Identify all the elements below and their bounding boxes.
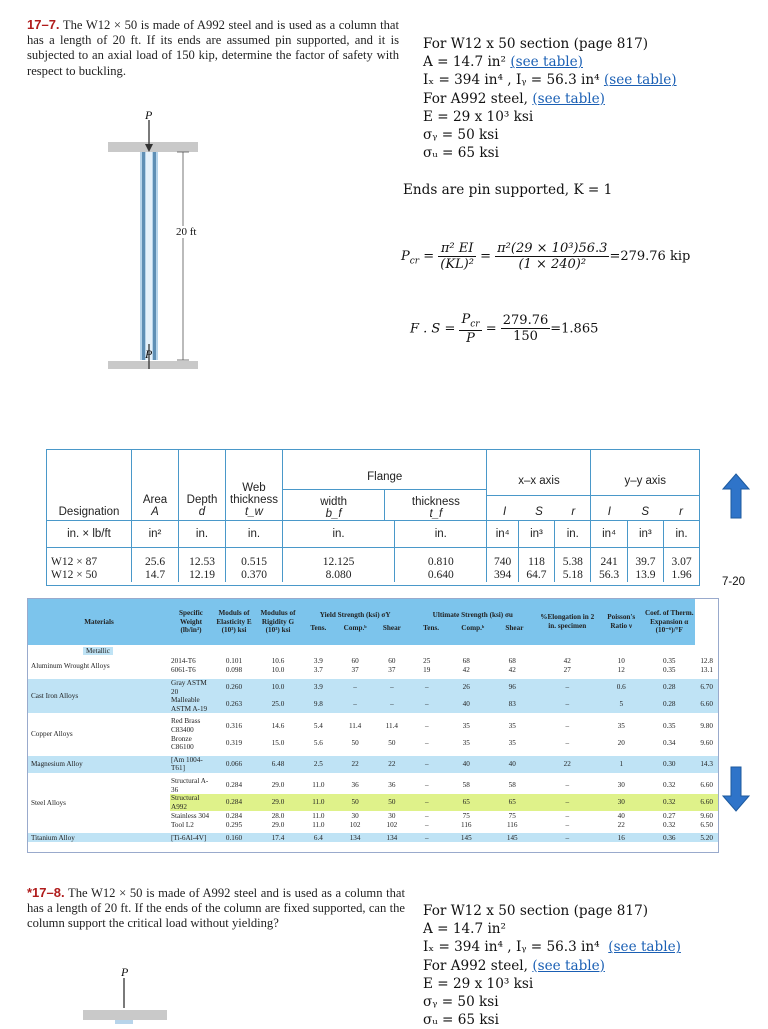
modulus-line: E = 29 x 10³ ksi <box>423 975 534 992</box>
table-cell: 12 <box>617 666 625 675</box>
table-cell: 19 <box>423 666 431 675</box>
table-cell: 27 <box>563 666 571 675</box>
table-cell: 36 <box>388 781 396 790</box>
table-cell: 102 <box>349 820 361 829</box>
problem-statement: The W12 × 50 is made of A992 steel and is used as a column that has a length of 20 ft. If the ends of the column are fixed supported, can the column support the critical load without yielding? <box>27 886 406 931</box>
table-cell: 11.4 <box>385 721 399 730</box>
table-cell: – <box>565 721 570 730</box>
load-label-bottom: P <box>145 347 153 361</box>
table-row <box>28 777 718 794</box>
table-cell: 0.34 <box>662 738 676 747</box>
material-group: Aluminum Wrought Alloys <box>31 661 110 670</box>
table-cell: 9.8 <box>313 700 323 709</box>
table-cell: 10 <box>617 657 625 666</box>
table-cell: 0.263 <box>225 700 243 709</box>
table-cell: 6.60 <box>695 794 718 811</box>
table-cell: 0.32 <box>662 820 676 829</box>
column-figure <box>70 978 170 1024</box>
table-cell: 16 <box>617 833 625 842</box>
yield-line: σᵧ = 50 ksi <box>423 127 499 144</box>
table-cell: 134 <box>386 833 398 842</box>
ultimate-line: σᵤ = 65 ksi <box>423 145 499 162</box>
table-cell: – <box>424 811 429 820</box>
table-cell: 30 <box>388 811 396 820</box>
table-row: W12 × 87 W12 × 50 25.6 14.7 12.53 12.19 0.515 0.370 12.125 8.080 0.810 0.640 740 394 118 64.7 5.38 5.18 241 56.3 39.7 13.9 3.07 1.96 <box>47 548 699 583</box>
material-group: Titanium Alloy <box>31 833 75 842</box>
ultimate-line: σᵤ = 65 ksi <box>423 1012 499 1029</box>
table-cell: 3.9 <box>313 657 323 666</box>
table-cell: 35 <box>617 721 625 730</box>
table-cell: 102 <box>386 820 398 829</box>
see-table-link[interactable]: (see table) <box>532 90 605 107</box>
table-cell: 0.316 <box>225 721 243 730</box>
table-cell: 11.0 <box>312 820 325 829</box>
table-cell: 116 <box>506 820 518 829</box>
table-cell: – <box>424 781 429 790</box>
table-cell: 10.0 <box>271 683 285 692</box>
material-group: Copper Alloys <box>31 730 73 739</box>
flange-header: Flange width b_f thickness t_f <box>283 450 487 521</box>
see-table-link[interactable]: (see table) <box>510 54 583 71</box>
table-cell: 40 <box>508 760 516 769</box>
table-cell: 11.0 <box>300 794 337 811</box>
table-cell: 35 <box>508 721 516 730</box>
table-cell: – <box>353 700 357 709</box>
table-cell: 9.80 <box>700 721 713 730</box>
table-cell: 6.50 <box>700 820 713 829</box>
table-cell: 0.6 <box>616 683 626 692</box>
yy-axis-header: y–y axis I S r <box>591 450 699 521</box>
table-cell: 25.0 <box>271 700 285 709</box>
table-cell: 11.0 <box>312 811 325 820</box>
see-table-link[interactable]: (see table) <box>532 957 605 974</box>
table-cell: 30 <box>617 781 625 790</box>
table-cell: 5 <box>619 700 624 709</box>
table-cell: 42 <box>462 666 470 675</box>
table-cell: 0.160 <box>225 833 243 842</box>
table-cell: 0.36 <box>662 833 676 842</box>
table-cell: 50 <box>337 794 374 811</box>
table-cell: 35 <box>462 738 470 747</box>
yield-line: σᵧ = 50 ksi <box>423 994 499 1011</box>
table-cell: 83 <box>508 700 516 709</box>
table-cell: 0.30 <box>662 760 676 769</box>
table-cell: 20 <box>617 738 625 747</box>
table-cell: 0.35 <box>662 657 676 666</box>
table-cell: 14.3 <box>700 760 713 769</box>
table-cell: 0.066 <box>225 760 243 769</box>
see-table-link[interactable]: (see table) <box>608 939 681 956</box>
table-cell: 145 <box>506 833 518 842</box>
material-name: Stainless 304 <box>171 811 210 820</box>
area-header: Area A <box>132 450 179 521</box>
table-cell: 0.319 <box>225 738 243 747</box>
length-dimension-label: 20 ft <box>176 226 197 238</box>
table-cell: – <box>424 683 429 692</box>
table-cell: – <box>390 683 394 692</box>
solution-17-8 <box>423 902 763 1029</box>
table-cell: 0.32 <box>643 794 695 811</box>
xx-axis-header: x–x axis I S r <box>487 450 591 521</box>
arrow-up-icon[interactable] <box>722 473 750 519</box>
table-cell: – <box>565 700 570 709</box>
table-cell: 22 <box>388 760 396 769</box>
table-cell: 12.8 <box>700 657 713 666</box>
table-cell: 29.0 <box>271 781 285 790</box>
table-cell: 5.20 <box>700 833 713 842</box>
table-cell: 0.284 <box>225 781 243 790</box>
table-cell: 75 <box>508 811 516 820</box>
table-cell: 11.0 <box>312 781 325 790</box>
table-cell: 6.60 <box>700 700 713 709</box>
material-group: Cast Iron Alloys <box>31 691 79 700</box>
table-cell: 9.60 <box>700 738 713 747</box>
table-cell: 42 <box>508 666 516 675</box>
modulus-line: E = 29 x 10³ ksi <box>423 108 534 125</box>
table-cell: 17.4 <box>271 833 285 842</box>
table-cell: – <box>565 683 570 692</box>
table-cell: 50 <box>388 738 396 747</box>
table-cell: 0.284 <box>212 794 256 811</box>
problem-17-8-text <box>27 885 405 932</box>
table-cell: 36 <box>351 781 359 790</box>
table-cell: 0.28 <box>662 700 676 709</box>
material-name: [Ti-6Al-4V] <box>171 833 207 842</box>
material-name: 2014-T6 <box>171 657 196 666</box>
table-cell: 0.295 <box>225 820 243 829</box>
material-name: Gray ASTM 20 <box>171 679 207 696</box>
table-cell: 37 <box>388 666 396 675</box>
table-cell: – <box>424 760 429 769</box>
table-cell: – <box>424 700 429 709</box>
table-cell: 58 <box>508 781 516 790</box>
table-cell: – <box>424 833 429 842</box>
table-cell: 22 <box>563 760 571 769</box>
table-cell: 6.70 <box>700 683 713 692</box>
material-name: Bronze C86100 <box>171 734 194 752</box>
column-figure <box>95 104 215 369</box>
w-shape-properties-table <box>46 449 700 586</box>
table-cell: 6.48 <box>271 760 285 769</box>
table-cell: 65 <box>443 794 489 811</box>
table-cell: 35 <box>462 721 470 730</box>
arrow-down-icon[interactable] <box>722 766 750 812</box>
table-cell: 9.60 <box>700 811 713 820</box>
area-line: A = 14.7 in² <box>423 921 506 938</box>
area-line: A = 14.7 in² (see table) <box>423 54 583 71</box>
table-cell: 30 <box>599 794 643 811</box>
table-cell: 15.0 <box>271 738 285 747</box>
depth-header: Depth d <box>179 450 226 521</box>
ends-line: Ends are pin supported, K = 1 <box>403 182 613 198</box>
table-cell: 50 <box>373 794 410 811</box>
table-cell: 42 <box>563 657 571 666</box>
table-cell: 3.7 <box>313 666 323 675</box>
section-line: For W12 x 50 section (page 817) <box>423 36 649 52</box>
table-row <box>28 756 718 773</box>
table-cell: – <box>565 833 570 842</box>
table-cell: 10.6 <box>271 657 285 666</box>
table-cell: 0.28 <box>662 683 676 692</box>
table-cell: 40 <box>462 760 470 769</box>
table-cell: 25 <box>423 657 431 666</box>
problem-statement: The W12 × 50 is made of A992 steel and is used as a column that has a length of 20 ft. If its ends are assumed pin supported, and it is subjected to an axial load of 150 kip, determine the factor of safety with respect to buckling. <box>27 18 400 78</box>
table-header-row: Materials Specific Weight (lb/in³) Moduls of Elasticity E (10³) ksi Modulus of Rigidity G (10³) ksi Yield Strength (ksi) σY Tens. Comp.ᵇ Shear Ultimate Strength (ksi) σu Tens. Comp.ᵇ Shear %Elongation in 2 in. specimen Poisson's Ratio ν Coef. of Therm. Expansion α (10⁻⁶)/°F <box>28 599 718 645</box>
table-cell: 11.4 <box>348 721 362 730</box>
see-table-link[interactable]: (see table) <box>603 72 677 89</box>
table-cell: – <box>565 738 570 747</box>
solution-17-7 <box>423 35 763 162</box>
table-cell: 5.4 <box>313 721 323 730</box>
table-cell: – <box>565 811 570 820</box>
table-cell: 35 <box>508 738 516 747</box>
material-name: Structural A992 <box>170 794 212 811</box>
table-cell: 65 <box>489 794 535 811</box>
inertia-line: Iₓ = 394 in⁴ , Iᵧ = 56.3 in⁴ (see table) <box>423 72 677 89</box>
table-cell: 40 <box>617 811 625 820</box>
material-properties-table <box>27 598 719 853</box>
table-cell: 0.35 <box>662 666 676 675</box>
problem-17-7-text <box>27 17 399 79</box>
table-cell: – <box>390 700 394 709</box>
material-name: Structural A-36 <box>171 776 209 794</box>
table-cell: 26 <box>462 683 470 692</box>
table-cell: 50 <box>351 738 359 747</box>
table-cell: 96 <box>508 683 516 692</box>
material-name: [Am 1004-T61] <box>171 755 203 773</box>
table-cell: 0.32 <box>662 781 676 790</box>
material-name: Tool L2 <box>171 820 194 829</box>
factor-of-safety-equation: F . S = $\frac{P_{cr}}{P}$ = $\frac{279.76}{150}$ =1.865 <box>410 312 599 346</box>
table-cell: 5.6 <box>313 738 323 747</box>
table-cell: 60 <box>388 657 396 666</box>
critical-load-equation: $P_{cr}$ = $\frac{\text{π² EI}}{\text{(KL)²}}$ = $\frac{\text{π²(29 × 10³)56.3}}{\text{(1 × 240)²}}$ =279.76 kip <box>401 241 691 272</box>
table-cell: 0.098 <box>225 666 243 675</box>
table-cell: 134 <box>349 833 361 842</box>
table-cell: 13.1 <box>700 666 713 675</box>
problem-number: *17–8. <box>27 885 65 900</box>
table-cell: 30 <box>351 811 359 820</box>
table-cell: 68 <box>462 657 470 666</box>
table-cell: 29.0 <box>256 794 300 811</box>
table-cell: – <box>535 794 599 811</box>
table-cell: 28.0 <box>271 811 285 820</box>
section-line: For W12 x 50 section (page 817) <box>423 903 649 919</box>
load-label-top: P <box>145 108 153 122</box>
table-cell: 10.0 <box>271 666 285 675</box>
table-row <box>28 657 718 666</box>
table-row <box>28 717 718 734</box>
table-cell: 3.9 <box>313 683 323 692</box>
table-cell: 22 <box>617 820 625 829</box>
web-header: Web thickness t_w <box>226 450 283 521</box>
material-name: Red Brass C83400 <box>171 717 201 734</box>
table-cell: – <box>410 794 443 811</box>
designation-header: Designation <box>58 506 120 518</box>
table-cell: 40 <box>462 700 470 709</box>
material-group: Steel Alloys <box>31 798 66 807</box>
page-reference: 7-20 <box>722 576 746 588</box>
table-cell: 1 <box>619 760 624 769</box>
table-cell: 60 <box>351 657 359 666</box>
table-cell: 6.4 <box>313 833 323 842</box>
table-cell: 0.260 <box>225 683 243 692</box>
table-cell: 75 <box>462 811 470 820</box>
table-cell: 6.60 <box>700 781 713 790</box>
table-cell: – <box>565 781 570 790</box>
load-label-top: P <box>121 965 129 979</box>
units-row: in. × lb/ft in² in. in. in. in. in⁴ in³ in. in⁴ in³ in. <box>47 521 699 548</box>
table-cell: 2.5 <box>313 760 323 769</box>
table-cell: 0.27 <box>662 811 676 820</box>
table-cell: 116 <box>461 820 472 829</box>
table-row <box>28 833 718 842</box>
material-name: 6061-T6 <box>171 666 196 675</box>
material-group: Magnesium Alloy <box>31 760 83 769</box>
metallic-row: Metallic <box>28 645 718 657</box>
table-cell: – <box>565 820 570 829</box>
table-cell: – <box>424 721 429 730</box>
table-cell: 22 <box>351 760 359 769</box>
steel-line: For A992 steel, (see table) <box>423 957 605 974</box>
group-spacer <box>28 842 718 846</box>
table-cell: 29.0 <box>271 820 285 829</box>
material-name: Malleable ASTM A-19 <box>171 696 208 713</box>
table-cell: 14.6 <box>271 721 285 730</box>
table-cell: 0.35 <box>662 721 676 730</box>
table-cell: – <box>424 820 429 829</box>
table-cell: 68 <box>508 657 516 666</box>
table-cell: – <box>424 738 429 747</box>
table-row <box>28 679 718 696</box>
problem-number: 17–7. <box>27 17 60 32</box>
inertia-line: Iₓ = 394 in⁴ , Iᵧ = 56.3 in⁴ (see table) <box>423 939 681 956</box>
steel-line: For A992 steel, (see table) <box>423 90 605 107</box>
table-cell: 0.284 <box>225 811 243 820</box>
table-cell: 58 <box>462 781 470 790</box>
table-cell: 145 <box>460 833 472 842</box>
table-cell: – <box>353 683 357 692</box>
table-cell: 37 <box>351 666 359 675</box>
table-cell: 0.101 <box>225 657 243 666</box>
